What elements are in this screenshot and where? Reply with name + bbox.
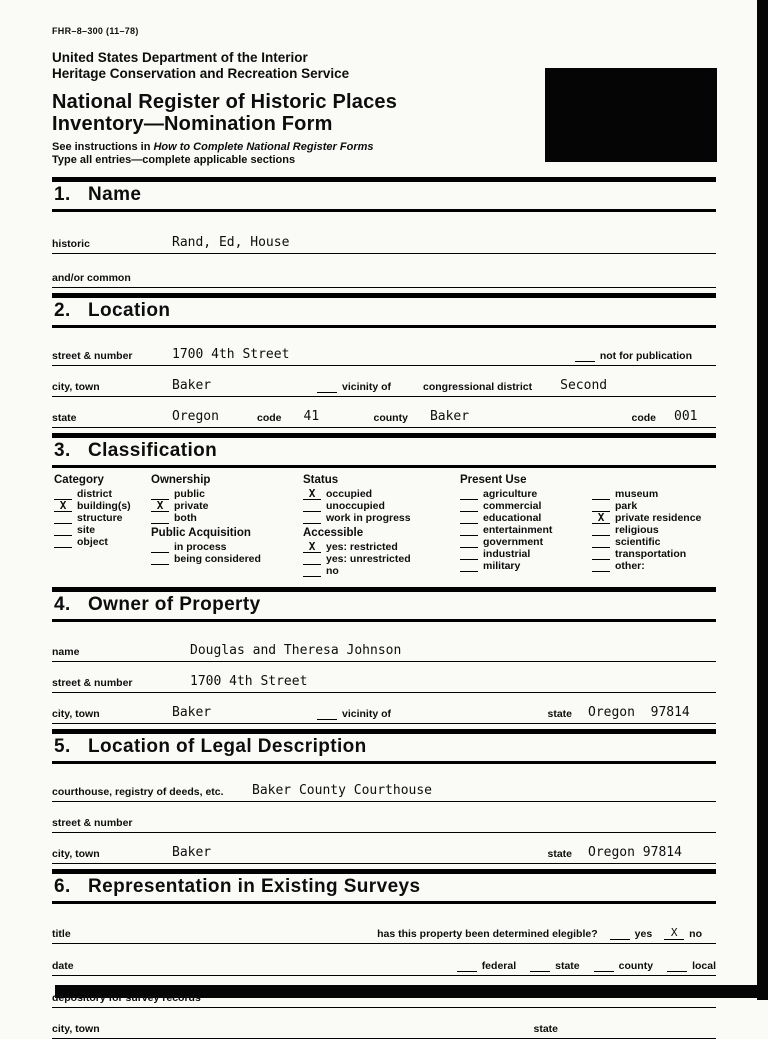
checkbox-mark: X (303, 488, 321, 500)
section-header-name (52, 177, 716, 212)
checkbox-mark: X (592, 512, 610, 524)
checkbox-label: religious (615, 524, 659, 536)
checkbox-mark (460, 536, 478, 548)
field-label: city, town (52, 848, 100, 860)
checkbox-mark (54, 512, 72, 524)
eligible-question-label: has this property been determined elegible? (377, 928, 598, 940)
checkbox-object (54, 537, 151, 548)
section-number: 5. (54, 736, 71, 757)
checkbox-label: other: (615, 560, 645, 572)
scan-edge-right (757, 0, 768, 1000)
state-value: Oregon (172, 409, 219, 424)
checkbox-entertainment (460, 525, 592, 536)
checkbox-mark-yes (610, 927, 630, 940)
checkbox-label: structure (77, 512, 123, 524)
state-label: state (547, 848, 572, 860)
checkbox-mark (303, 553, 321, 565)
checkbox-mark (54, 524, 72, 536)
present-use-col1 (460, 489, 592, 573)
code-value: 001 (674, 409, 698, 424)
category-column (54, 474, 151, 578)
checkbox-mark: X (303, 541, 321, 553)
state-option-label: state (555, 960, 580, 972)
checkbox-mark (592, 536, 610, 548)
status-header: Status (303, 474, 339, 486)
checkbox-label: public (174, 488, 205, 500)
checkbox-mark (460, 560, 478, 572)
checkbox-label: agriculture (483, 488, 538, 500)
checkbox-museum (592, 489, 716, 500)
checkbox-label: work in progress (326, 512, 411, 524)
checkbox-mark (54, 536, 72, 548)
checkbox-mark (317, 380, 337, 393)
checkbox-occupied (303, 489, 460, 500)
field-city-town (52, 371, 716, 397)
checkbox-mark (317, 707, 337, 720)
field-label: city, town (52, 708, 100, 720)
public-acquisition-header: Public Acquisition (151, 527, 251, 539)
field-street-number (52, 340, 716, 366)
checkbox-agriculture (460, 489, 592, 500)
checkbox-mark (460, 500, 478, 512)
section-title: Owner of Property (88, 594, 261, 615)
checkbox-label: being considered (174, 553, 261, 565)
checkbox-label: yes: unrestricted (326, 553, 411, 565)
section-title: Location of Legal Description (88, 736, 367, 757)
checkbox-yes-unrestricted (303, 554, 460, 565)
field-courthouse (52, 776, 716, 802)
field-value: 1700 4th Street (190, 674, 308, 689)
checkbox-mark (151, 553, 169, 565)
federal-label: federal (481, 960, 517, 972)
section-number: 4. (54, 594, 71, 615)
field-label: depository for survey records (52, 992, 201, 1004)
field-depository (52, 982, 716, 1008)
field-value: Baker (172, 705, 212, 720)
field-owner-street (52, 667, 716, 693)
section-header-location (52, 293, 716, 328)
instructions-line2: Type all entries—complete applicable sections (52, 154, 296, 166)
not-for-publication-label: not for publication (599, 350, 692, 362)
ownership-column (151, 474, 303, 578)
dept-line1: United States Department of the Interior (52, 50, 308, 65)
checkbox-district (54, 489, 151, 500)
state-value: Oregon 97814 (588, 845, 682, 860)
checkbox-mark (457, 959, 477, 972)
checkbox-mark: X (54, 500, 72, 512)
checkbox-yes-restricted (303, 542, 460, 553)
checkbox-mark (303, 500, 321, 512)
no-label: no (689, 928, 702, 940)
section-header-owner (52, 587, 716, 622)
checkbox-label: commercial (483, 500, 542, 512)
field-survey-city (52, 1013, 716, 1039)
checkbox-unoccupied (303, 501, 460, 512)
field-value: Baker County Courthouse (252, 783, 433, 798)
checkbox-mark (303, 512, 321, 524)
field-label: date (52, 960, 74, 972)
local-option-label: local (692, 960, 716, 972)
agency-name (52, 50, 716, 82)
field-label: street & number (52, 350, 133, 362)
field-label: city, town (52, 1023, 100, 1035)
county-value: Baker (429, 409, 470, 424)
title-line1: National Register of Historic Places (52, 91, 398, 113)
field-survey-date (52, 950, 716, 976)
checkbox-mark (530, 959, 550, 972)
field-survey-title (52, 918, 716, 944)
field-value: Rand, Ed, House (172, 235, 290, 250)
checkbox-no (303, 566, 460, 577)
checkbox-mark (460, 548, 478, 560)
checkbox-label: district (77, 488, 113, 500)
checkbox-label: occupied (326, 488, 373, 500)
checkbox-private (151, 501, 303, 512)
checkbox-other (592, 561, 716, 572)
code-value: 41 (303, 409, 320, 424)
section-title: Classification (88, 440, 218, 461)
category-header: Category (54, 474, 104, 486)
document-title (52, 91, 716, 135)
field-label: state (52, 412, 77, 424)
checkbox-site (54, 525, 151, 536)
checkbox-label: military (483, 560, 521, 572)
state-label: state (533, 1023, 558, 1035)
field-label: title (52, 928, 71, 940)
checkbox-in-process (151, 542, 303, 553)
checkbox-label: museum (615, 488, 659, 500)
checkbox-work-in-progress (303, 513, 460, 524)
checkbox-park (592, 501, 716, 512)
checkbox-label: government (483, 536, 544, 548)
checkbox-being-considered (151, 554, 303, 565)
checkbox-label: site (77, 524, 96, 536)
present-use-header: Present Use (460, 474, 527, 486)
form-page (52, 0, 716, 1039)
checkbox-mark (667, 959, 687, 972)
section-title: Name (88, 184, 142, 205)
section-header-surveys (52, 869, 716, 904)
instructions-manual-title: How to Complete National Register Forms (153, 141, 374, 153)
checkbox-label: entertainment (483, 524, 553, 536)
ownership-header: Ownership (151, 474, 211, 486)
field-state (52, 402, 716, 428)
status-column (303, 474, 460, 578)
checkbox-label: in process (174, 541, 227, 553)
field-value: Douglas and Theresa Johnson (190, 643, 402, 658)
section-header-classification (52, 433, 716, 468)
instructions (52, 141, 716, 167)
checkbox-mark (592, 560, 610, 572)
instructions-line1: See instructions in How to Complete National Register Forms (52, 141, 374, 153)
checkbox-structure (54, 513, 151, 524)
code-label: code (631, 412, 656, 424)
checkbox-mark (460, 512, 478, 524)
county-option-label: county (618, 960, 654, 972)
checkbox-label: transportation (615, 548, 687, 560)
checkbox-mark (592, 548, 610, 560)
checkbox-label: educational (483, 512, 542, 524)
checkbox-mark (575, 349, 595, 362)
checkbox-label: park (615, 500, 638, 512)
checkbox-public (151, 489, 303, 500)
checkbox-label: building(s) (77, 500, 131, 512)
county-label: county (373, 412, 408, 424)
checkbox-both (151, 513, 303, 524)
field-label: courthouse, registry of deeds, etc. (52, 786, 224, 798)
checkbox-mark (151, 541, 169, 553)
field-label: street & number (52, 817, 133, 829)
code-label: code (257, 412, 282, 424)
checkbox-label: object (77, 536, 108, 548)
checkbox-religious (592, 525, 716, 536)
checkbox-scientific (592, 537, 716, 548)
form-number: FHR–8–300 (11–78) (52, 26, 139, 36)
checkbox-buildings (54, 501, 151, 512)
checkbox-mark (592, 488, 610, 500)
congressional-district-value: Second (560, 378, 608, 393)
checkbox-industrial (460, 549, 592, 560)
checkbox-mark: X (151, 500, 169, 512)
present-use-col2 (592, 489, 716, 573)
checkbox-government (460, 537, 592, 548)
checkbox-label: no (326, 565, 339, 577)
yes-label: yes (634, 928, 653, 940)
checkbox-mark (460, 524, 478, 536)
field-owner-name (52, 636, 716, 662)
field-value: Baker (172, 378, 212, 393)
field-owner-city (52, 698, 716, 724)
checkbox-label: yes: restricted (326, 541, 398, 553)
checkbox-label: scientific (615, 536, 661, 548)
checkbox-mark (303, 565, 321, 577)
checkbox-commercial (460, 501, 592, 512)
accessible-header: Accessible (303, 527, 364, 539)
checkbox-mark (460, 488, 478, 500)
section-title: Location (88, 300, 171, 321)
field-value: 1700 4th Street (172, 347, 290, 362)
checkbox-mark (594, 959, 614, 972)
field-label: name (52, 646, 80, 658)
section-header-legal (52, 729, 716, 764)
checkbox-private-residence (592, 513, 716, 524)
checkbox-military (460, 561, 592, 572)
checkbox-educational (460, 513, 592, 524)
checkbox-transportation (592, 549, 716, 560)
checkbox-mark-no: X (664, 927, 684, 940)
field-label: historic (52, 238, 90, 250)
checkbox-mark (151, 512, 169, 524)
vicinity-label: vicinity of (342, 708, 392, 720)
checkbox-label: industrial (483, 548, 531, 560)
classification-grid (52, 468, 716, 587)
field-historic-name (52, 228, 716, 254)
field-label: city, town (52, 381, 100, 393)
field-label: street & number (52, 677, 133, 689)
field-label: and/or common (52, 272, 131, 284)
section-title: Representation in Existing Surveys (88, 876, 421, 897)
section-number: 3. (54, 440, 71, 461)
checkbox-mark (592, 524, 610, 536)
checkbox-label: both (174, 512, 197, 524)
checkbox-label: unoccupied (326, 500, 385, 512)
field-common-name (52, 262, 716, 288)
state-label: state (547, 708, 572, 720)
section-number: 6. (54, 876, 71, 897)
field-value: Baker (172, 845, 212, 860)
checkbox-label: private residence (615, 512, 702, 524)
title-line2: Inventory—Nomination Form (52, 113, 333, 135)
congressional-district-label: congressional district (423, 381, 533, 393)
checkbox-label: private (174, 500, 209, 512)
section-number: 2. (54, 300, 71, 321)
field-legal-city (52, 838, 716, 864)
present-use-column (460, 474, 716, 578)
section-number: 1. (54, 184, 71, 205)
state-value: Oregon 97814 (588, 705, 690, 720)
dept-line2: Heritage Conservation and Recreation Service (52, 66, 350, 81)
field-legal-street (52, 807, 716, 833)
vicinity-label: vicinity of (342, 381, 392, 393)
